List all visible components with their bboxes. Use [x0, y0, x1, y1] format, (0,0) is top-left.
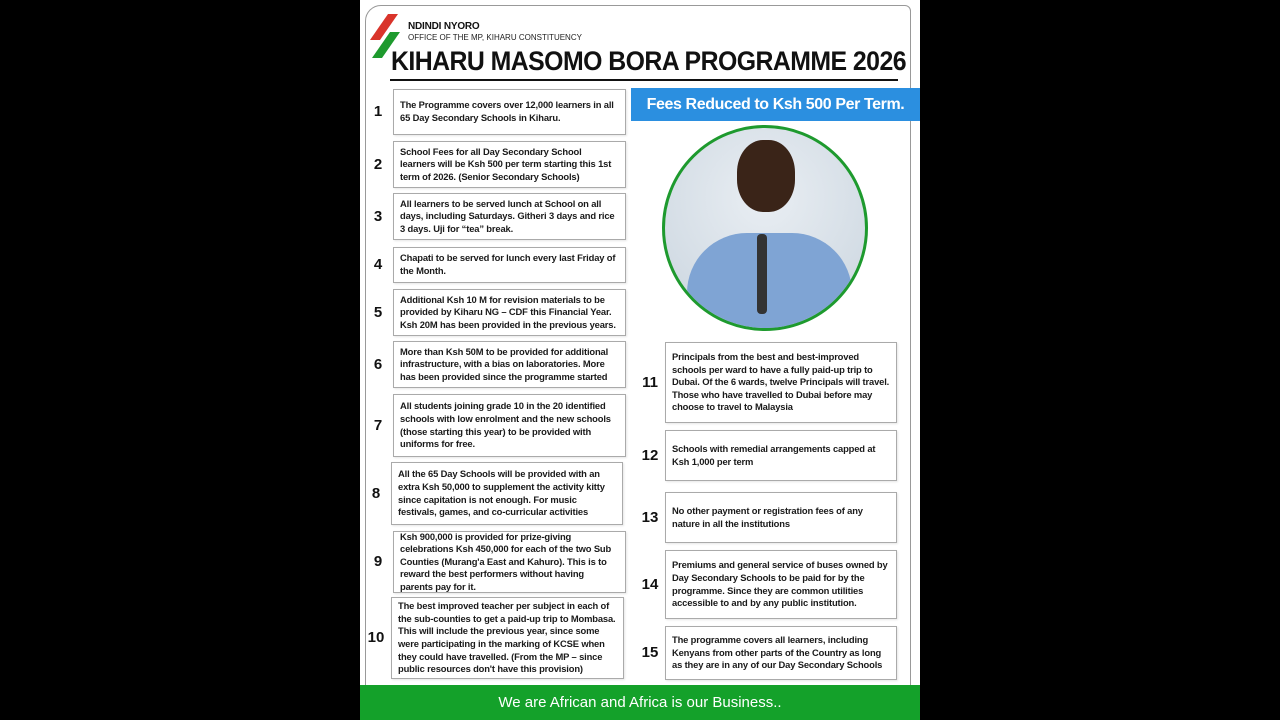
item-number: 9 [373, 553, 383, 570]
item-text: All students joining grade 10 in the 20 identified schools with low enrolment and the new schools (those starting this year) to be provided with uniforms for free. [393, 394, 626, 457]
item-text: Schools with remedial arrangements capped at Ksh 1,000 per term [665, 430, 897, 481]
item-text: Chapati to be served for lunch every last Friday of the Month. [393, 247, 626, 283]
item-text: All learners to be served lunch at School on all days, including Saturdays. Githeri 3 days and rice 3 days. Uji for “tea” break. [393, 193, 626, 240]
item-text: Ksh 900,000 is provided for prize-giving celebrations Ksh 450,000 for each of the two Sub Counties (Murang'a East and Kahuro). This is to reward the best performers without having parents pay for it. [393, 531, 626, 593]
item-number: 7 [373, 416, 383, 434]
item-text: No other payment or registration fees of any nature in all the institutions [665, 492, 897, 543]
item-number: 11 [642, 373, 658, 391]
item-number: 2 [373, 155, 383, 173]
item-text: School Fees for all Day Secondary School learners will be Ksh 500 per term starting this 1st term of 2026. (Senior Secondary Schools) [393, 141, 626, 188]
microphone-icon [757, 234, 767, 314]
item-number: 5 [373, 303, 383, 321]
footer-slogan: We are African and Africa is our Business.. [360, 685, 920, 720]
portrait-body [687, 233, 852, 331]
item-text: The Programme covers over 12,000 learners in all 65 Day Secondary Schools in Kiharu. [393, 89, 626, 135]
item-text: Premiums and general service of buses owned by Day Secondary Schools to be paid for by the programme. Since they are common utilities accessible to and by any public institution. [665, 550, 897, 619]
item-text: The programme covers all learners, including Kenyans from other parts of the Country as long as they are in any of our Day Secondary Schools [665, 626, 897, 680]
poster [360, 0, 920, 720]
item-number: 10 [367, 629, 385, 646]
item-number: 1 [373, 103, 383, 120]
fees-banner: Fees Reduced to Ksh 500 Per Term. [631, 88, 920, 121]
item-number: 14 [641, 575, 659, 593]
item-text: More than Ksh 50M to be provided for additional infrastructure, with a bias on laboratories. More has been provided since the programme started [393, 341, 626, 388]
item-text: All the 65 Day Schools will be provided with an extra Ksh 50,000 to supplement the activity kitty since capitation is not enough. For music festivals, games, and co-curricular activities [391, 462, 623, 525]
item-text: Principals from the best and best-improved schools per ward to have a fully paid-up trip to Dubai. Of the 6 wards, twelve Principals will travel. Those who have travelled to Dubai before may choose to travel to Malaysia [665, 342, 897, 423]
item-number: 6 [373, 355, 383, 373]
page-title: KIHARU MASOMO BORA PROGRAMME 2026 [391, 46, 906, 76]
item-number: 3 [373, 207, 383, 225]
item-number: 15 [641, 644, 659, 661]
mp-portrait [662, 125, 868, 331]
office-subtitle: OFFICE OF THE MP, KIHARU CONSTITUENCY [408, 33, 582, 42]
title-divider [390, 79, 898, 81]
item-number: 13 [641, 508, 659, 526]
item-text: The best improved teacher per subject in each of the sub-counties to get a paid-up trip to Mombasa. This will include the previous year, since some were participating in the marking of KCSE when they could have travelled. (From the MP – since public resources don't have this provision) [391, 597, 624, 679]
item-number: 12 [641, 446, 659, 464]
item-text: Additional Ksh 10 M for revision materials to be provided by Kiharu NG – CDF this Financial Year. Ksh 20M has been provided in the previous years. [393, 289, 626, 336]
mp-name: NDINDI NYORO [408, 21, 480, 32]
item-number: 4 [373, 256, 383, 273]
portrait-head [737, 140, 795, 212]
item-number: 8 [371, 484, 381, 502]
